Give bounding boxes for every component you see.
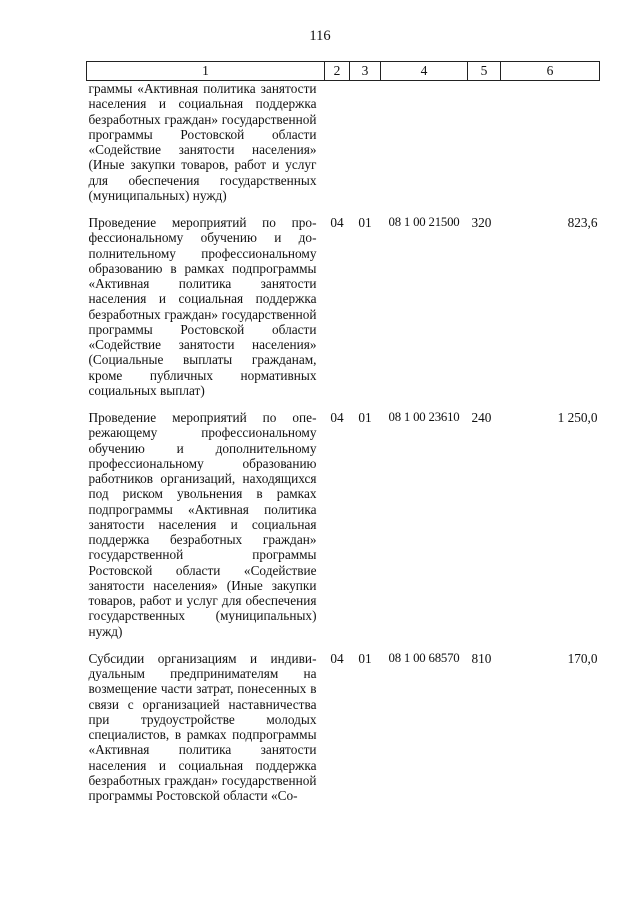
row-subsection: 01 (358, 650, 372, 666)
budget-table-container (86, 61, 599, 815)
column-header: 2 (325, 62, 350, 81)
row-subsection: 01 (358, 410, 372, 425)
table-row (87, 81, 600, 216)
row-subsection (350, 81, 381, 216)
row-target-article: 08 1 00 23610 (388, 410, 460, 424)
budget-table (86, 61, 600, 815)
table-header-row (87, 62, 600, 81)
table-row (87, 410, 600, 651)
row-section (325, 81, 350, 216)
row-amount: 170,0 (567, 650, 598, 666)
row-description: Проведение мероприятий по опережающему профессиональному обучению и дополнительному профессиональному образованию работников организаций, находящихся под риском увольнения в рамках подпрограммы «Активная политика занятости населения и социальная поддержка безработных граждан» государственной программы Ростовской области «Содействие занятости населения» (Иные закупки товаров, работ и услуг для обеспечения государственных (муниципальных) нужд) (88, 410, 317, 639)
row-target-article: 08 1 00 68570 (388, 650, 460, 665)
row-description: Проведение мероприятий по профессиональному обучению и дополнительному профессиональному образованию в рамках подпрограммы «Активная политика занятости населения и социальная поддержка безработных граждан» государственной программы Ростовской области «Содействие занятости населения» (Социальные выплаты гражданам, кроме публичных нормативных социальных выплат) (88, 215, 317, 398)
row-expense-type (468, 81, 501, 216)
row-section: 04 (330, 215, 344, 230)
table-row (87, 215, 600, 410)
row-section: 04 (330, 650, 344, 666)
page-number: 116 (309, 28, 331, 44)
row-expense-type: 810 (471, 650, 492, 666)
row-target-article (381, 81, 468, 216)
column-header: 5 (468, 62, 501, 81)
row-expense-type: 320 (471, 215, 492, 230)
row-target-article: 08 1 00 21500 (388, 215, 460, 229)
table-row (87, 651, 600, 816)
column-header: 3 (350, 62, 381, 81)
row-amount (501, 81, 600, 216)
column-header: 1 (87, 62, 325, 81)
column-header: 6 (501, 62, 600, 81)
row-description: Субсидии организациям и индивидуальным предпринимателям на возмещение части затрат, понесенных в связи с организацией наставничества при трудоустройстве молодых специалистов, в рамках подпрограммы «Активная политика занятости населения и социальная поддержка безработных граждан» государственной программы Ростовской области «Со- (88, 650, 317, 803)
row-expense-type: 240 (471, 410, 492, 425)
column-header: 4 (381, 62, 468, 81)
row-description: граммы «Активная политика занятости населения и социальная поддержка безработных граждан» государственной программы Ростовской области «Содействие занятости населения» (Иные закупки товаров, работ и услуг для обеспечения государственных (муниципальных) нужд) (88, 81, 317, 203)
row-subsection: 01 (358, 215, 372, 230)
row-amount: 1 250,0 (557, 410, 598, 425)
row-amount: 823,6 (567, 215, 598, 230)
row-section: 04 (330, 410, 344, 425)
